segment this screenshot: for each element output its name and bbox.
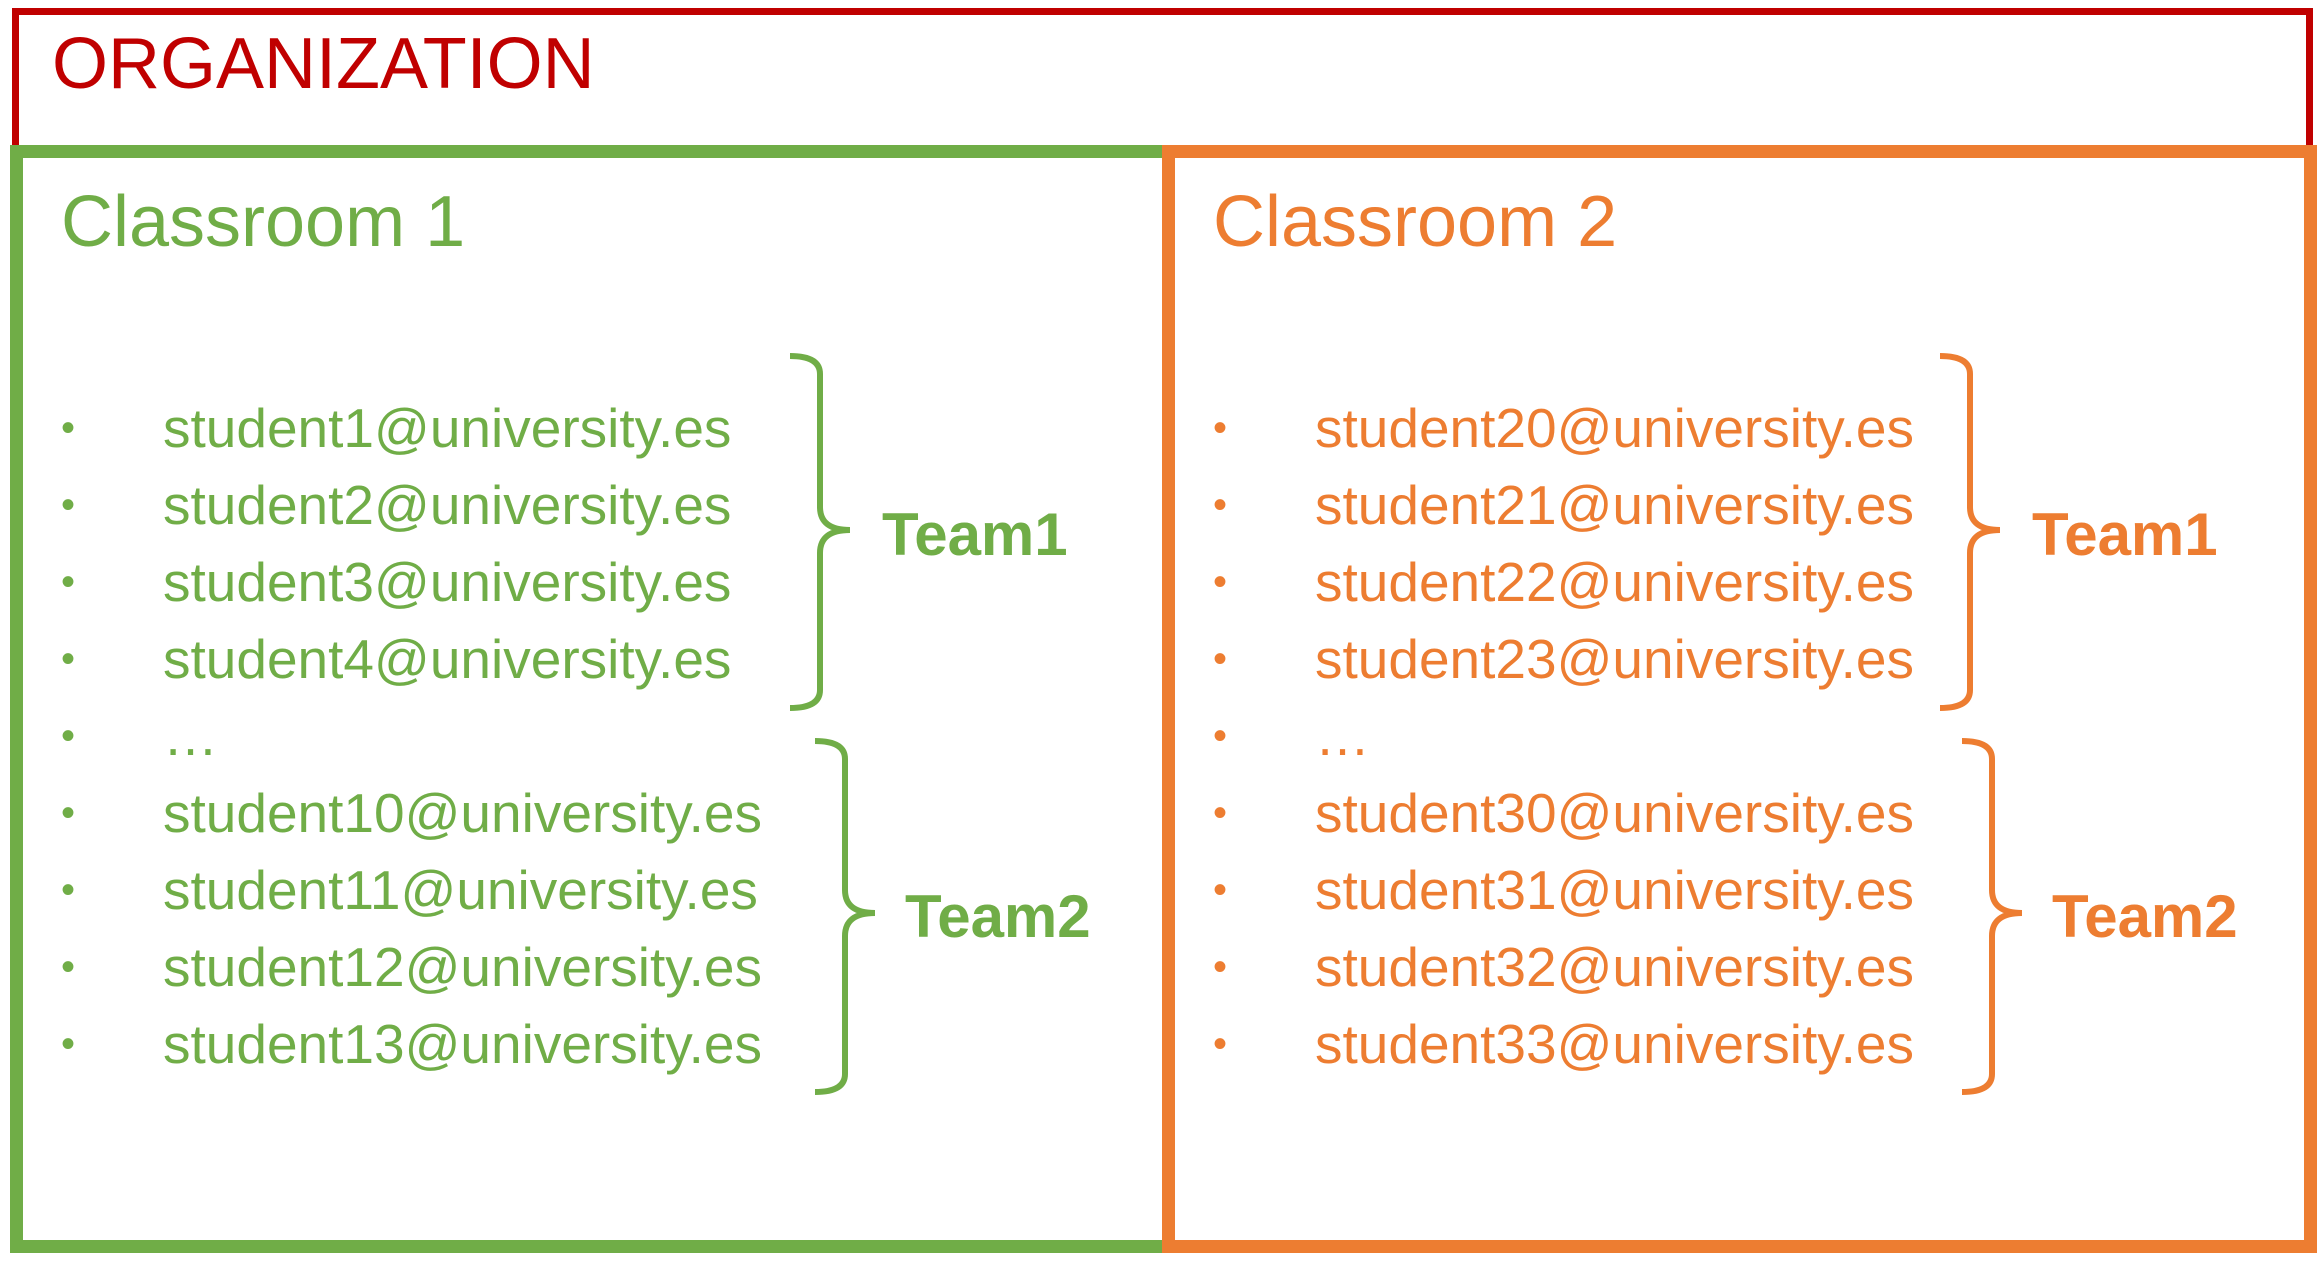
bullet: • (61, 868, 76, 912)
student-email: student22@university.es (1315, 551, 1915, 613)
bullet: • (1213, 406, 1228, 450)
student-email: student20@university.es (1315, 397, 1915, 459)
bullet: • (61, 637, 76, 681)
student-email: student21@university.es (1315, 474, 1915, 536)
classroom-1-title: Classroom 1 (61, 182, 466, 262)
student-email: student11@university.es (163, 859, 758, 921)
bullet: • (1213, 483, 1228, 527)
student-email: student30@university.es (1315, 782, 1915, 844)
student-email: student3@university.es (163, 551, 732, 613)
student-email: student12@university.es (163, 936, 763, 998)
bullet: • (1213, 945, 1228, 989)
classroom-1-team1-brace (780, 352, 860, 712)
classroom-1-team1-label: Team1 (882, 501, 1068, 568)
bullet: • (61, 406, 76, 450)
bullet: • (61, 483, 76, 527)
student-email: student10@university.es (163, 782, 763, 844)
classroom-2-title: Classroom 2 (1213, 182, 1618, 262)
student-email: student33@university.es (1315, 1013, 1915, 1075)
student-email: student1@university.es (163, 397, 732, 459)
bullet: • (61, 945, 76, 989)
classroom-2-team2-label: Team2 (2052, 883, 2238, 950)
classroom-2-team2-brace (1952, 737, 2032, 1097)
student-email: student2@university.es (163, 474, 732, 536)
ellipsis: … (1315, 705, 1370, 767)
classroom-2-box (1162, 145, 2317, 1253)
student-email: student31@university.es (1315, 859, 1915, 921)
bullet: • (61, 560, 76, 604)
organization-title: ORGANIZATION (52, 24, 595, 104)
bullet: • (1213, 1022, 1228, 1066)
student-email: student23@university.es (1315, 628, 1915, 690)
bullet: • (1213, 714, 1228, 758)
ellipsis: … (163, 705, 218, 767)
bullet: • (61, 714, 76, 758)
classroom-2-team1-label: Team1 (2032, 501, 2218, 568)
classroom-1-team2-label: Team2 (905, 883, 1091, 950)
bullet: • (1213, 560, 1228, 604)
bullet: • (1213, 791, 1228, 835)
bullet: • (1213, 868, 1228, 912)
bullet: • (61, 791, 76, 835)
bullet: • (61, 1022, 76, 1066)
student-email: student13@university.es (163, 1013, 763, 1075)
classroom-1-box (10, 145, 1175, 1253)
bullet: • (1213, 637, 1228, 681)
student-email: student4@university.es (163, 628, 732, 690)
classroom-1-team2-brace (805, 737, 885, 1097)
classroom-2-team1-brace (1930, 352, 2010, 712)
student-email: student32@university.es (1315, 936, 1915, 998)
